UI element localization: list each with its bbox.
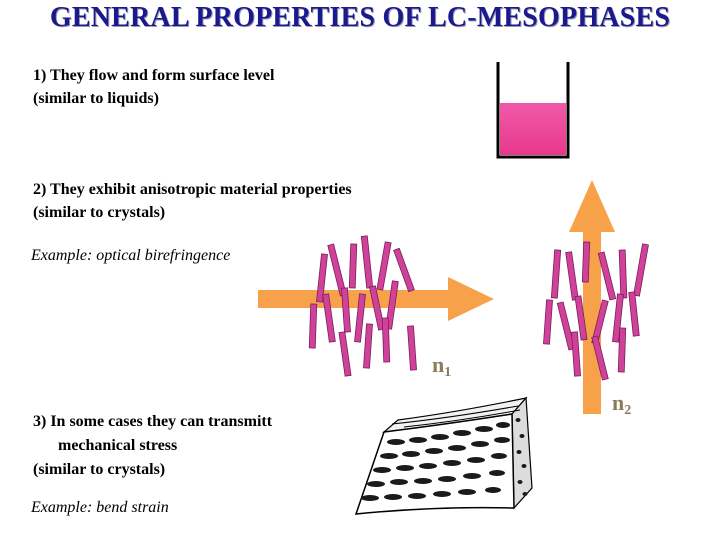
property-3-note: (similar to crystals) <box>33 461 166 478</box>
property-3-text-cont: mechanical stress <box>58 437 178 454</box>
beaker-icon <box>498 62 568 157</box>
n1-label: $n_1$ <box>432 352 452 380</box>
slide-title: GENERAL PROPERTIES OF LC-MESOPHASES <box>49 2 671 33</box>
example-bend-strain: Example: bend strain <box>31 499 169 516</box>
property-1-note: (similar to liquids) <box>33 90 159 107</box>
property-2-note: (similar to crystals) <box>33 204 166 221</box>
property-1-text: 1) They flow and form surface level <box>33 67 275 84</box>
example-birefringence: Example: optical birefringence <box>31 247 231 264</box>
property-3-text: 3) In some cases they can transmitt <box>33 413 273 430</box>
bend-strain-illustration <box>356 398 532 514</box>
n2-label: $n_2$ <box>612 390 632 418</box>
property-2-text: 2) They exhibit anisotropic material properties <box>33 181 352 198</box>
